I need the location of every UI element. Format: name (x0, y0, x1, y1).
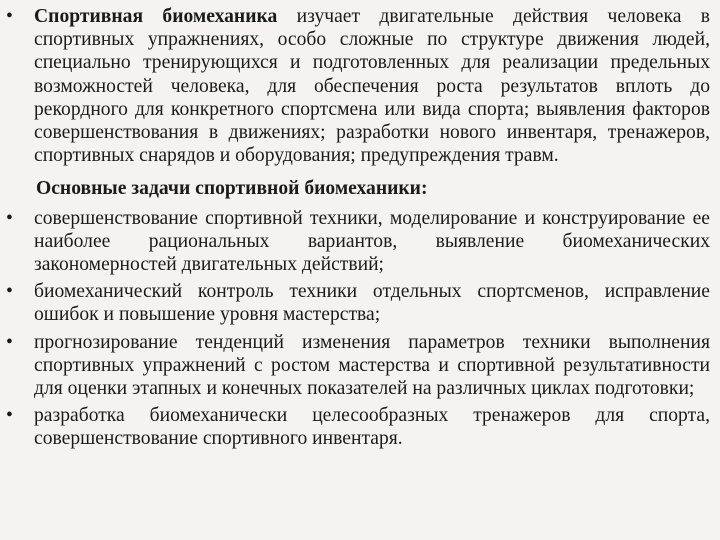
bullet-icon: • (6, 405, 13, 427)
intro-body: изучает двигательные действия человека в спортивных упражнениях, особо сложные по структуре движения людей, специально тренирующихся и подготовленных для реализации предельных возможностей человека, для обеспечения роста результатов вплоть до рекордного для конкретного спортсмена или вида спорта; выявления факторов совершенствования в движениях; разработки нового инвентаря, тренажеров, спортивных снарядов и оборудования; предупреждения травм. (34, 6, 710, 167)
bullet-icon: • (6, 281, 13, 303)
list-item (6, 404, 710, 450)
task-text: совершенствование спортивной техники, моделирование и конструирование ее наиболее рациональных вариантов, выявление биомеханических закономерностей двигательных действий; (34, 207, 710, 276)
bullet-icon: • (6, 331, 13, 353)
task-text: разработка биомеханически целесообразных тренажеров для спорта, совершенствование спортивного инвентаря. (34, 405, 710, 450)
intro-text (34, 6, 710, 166)
list-item (6, 280, 710, 326)
bullet-icon: • (6, 207, 13, 229)
intro-term: Спортивная биомеханика (34, 6, 278, 27)
task-text: прогнозирование тенденций изменения параметров техники выполнения спортивных упражнений с ростом мастерства и спортивной результативности для оценки этапных и конечных показателей на различных циклах подготовки; (34, 331, 710, 400)
list-item (6, 331, 710, 401)
tasks-heading: Основные задачи спортивной биомеханики: (36, 178, 428, 200)
intro-paragraph (6, 5, 710, 167)
list-item (6, 207, 710, 277)
bullet-icon: • (6, 6, 13, 27)
task-text: биомеханический контроль техники отдельных спортсменов, исправление ошибок и повышение уровня мастерства; (34, 281, 710, 326)
